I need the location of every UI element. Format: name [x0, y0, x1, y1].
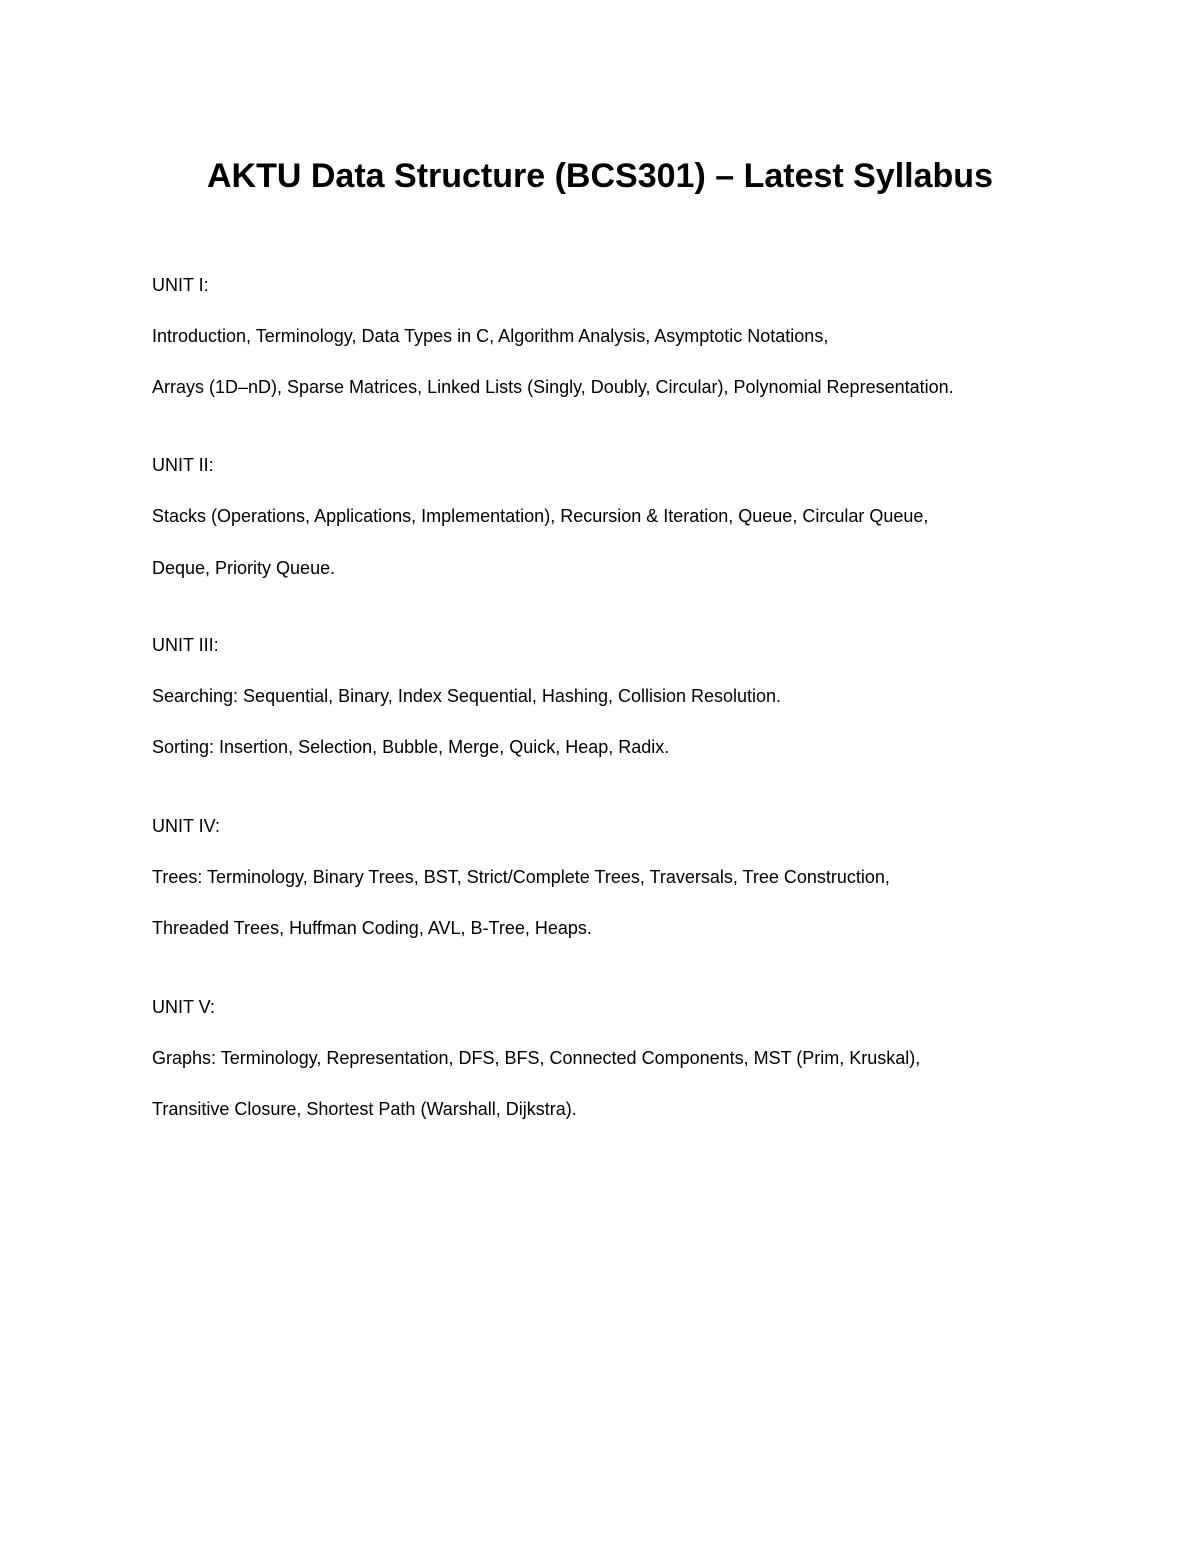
unit-5-line-2: Transitive Closure, Shortest Path (Warshall, Dijkstra).	[152, 1099, 577, 1119]
unit-5-heading: UNIT V:	[152, 997, 216, 1017]
unit-3-line-2: Sorting: Insertion, Selection, Bubble, Merge, Quick, Heap, Radix.	[152, 737, 670, 757]
unit-1-line-1: Introduction, Terminology, Data Types in C, Algorithm Analysis, Asymptotic Notations,	[152, 326, 829, 346]
unit-2-line-1: Stacks (Operations, Applications, Implementation), Recursion & Iteration, Queue, Circular Queue,	[152, 506, 929, 526]
unit-3-heading: UNIT III:	[152, 635, 219, 655]
unit-3-line-1: Searching: Sequential, Binary, Index Sequential, Hashing, Collision Resolution.	[152, 686, 782, 706]
unit-4-line-2: Threaded Trees, Huffman Coding, AVL, B-Tree, Heaps.	[152, 918, 592, 938]
unit-4-heading: UNIT IV:	[152, 816, 221, 836]
unit-2-heading: UNIT II:	[152, 455, 214, 475]
document-title: AKTU Data Structure (BCS301) – Latest Syllabus	[207, 157, 993, 195]
unit-1-line-2: Arrays (1D–nD), Sparse Matrices, Linked Lists (Singly, Doubly, Circular), Polynomial Representation.	[152, 377, 954, 397]
unit-5-line-1: Graphs: Terminology, Representation, DFS, BFS, Connected Components, MST (Prim, Kruskal),	[152, 1048, 921, 1068]
unit-2-line-2: Deque, Priority Queue.	[152, 558, 336, 578]
unit-4-line-1: Trees: Terminology, Binary Trees, BST, Strict/Complete Trees, Traversals, Tree Construction,	[152, 867, 890, 887]
unit-1-heading: UNIT I:	[152, 275, 209, 295]
